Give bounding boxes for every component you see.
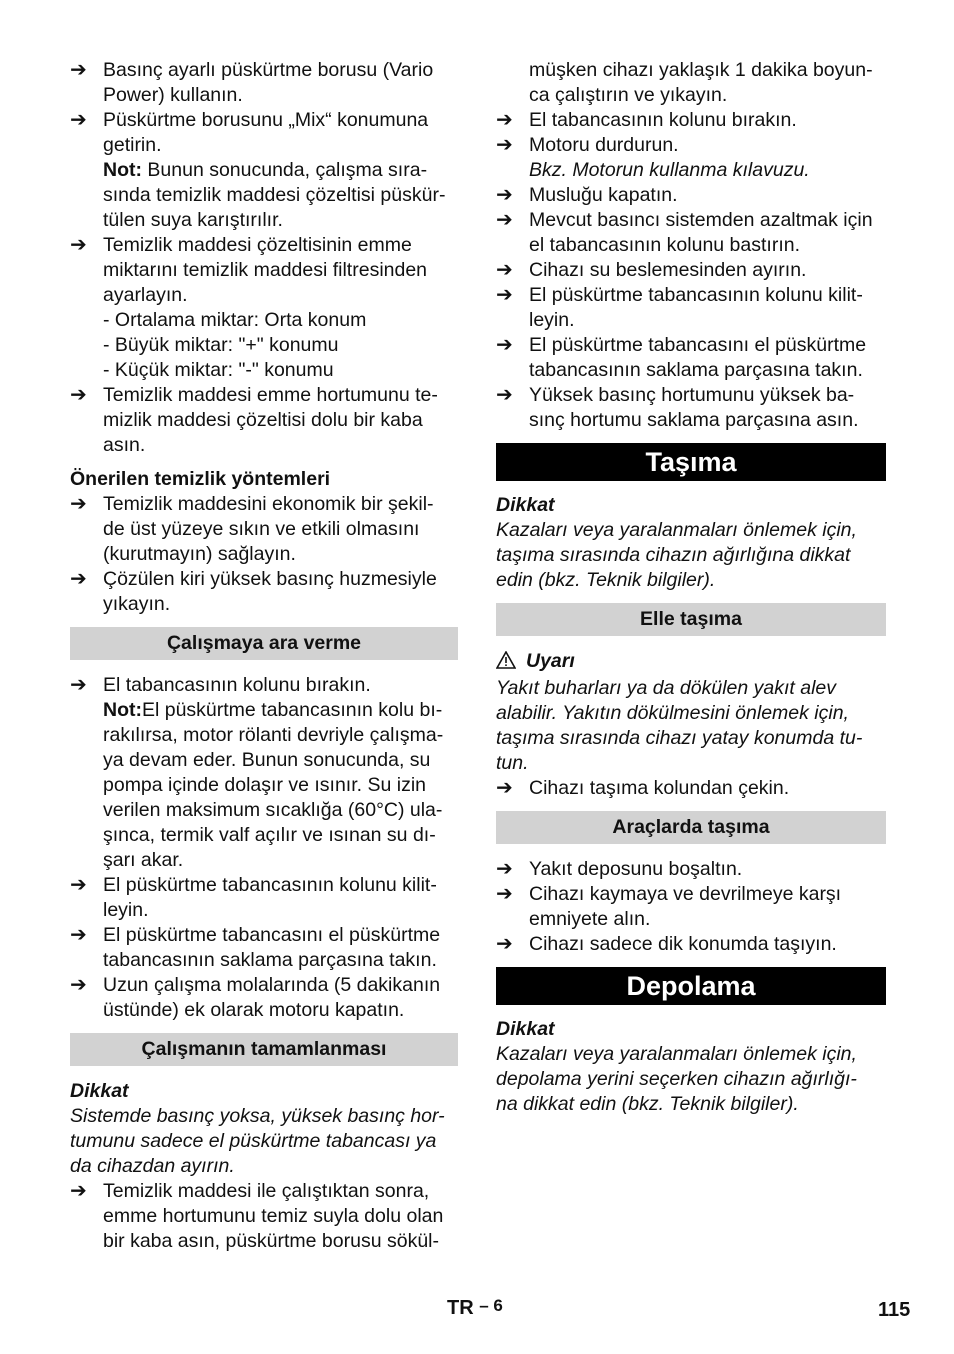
warning-text: Yakıt buharları ya da dökülen yakıt alev alabilir. Yakıtın dökülmesini önlemek için, taşıma sırasında cihazı yatay konumda tu- tun. — [496, 677, 863, 774]
list-item: ➔ Cihazı su beslemesinden ayırın. — [496, 259, 807, 281]
list-item: ➔ Motoru durdurun. — [496, 134, 679, 156]
left-column — [70, 58, 458, 1254]
arrow-right-icon: ➔ — [70, 493, 87, 515]
warning-heading: Uyarı — [496, 649, 886, 676]
arrow-right-icon: ➔ — [496, 209, 513, 231]
note: Not:El püskürtme tabancasının kolu bı- rakılırsa, motor rölanti devriyle çalışma- ya devam eder. Bunun sonucunda, su pompa içinde dolaşır ve ısınır. Su izin verilen maksimum sıcaklığa (60°C) ula- şınca, termik valf açılır ve ısınan su dı- şarı akar. — [103, 699, 444, 871]
list-item: ➔ Yüksek basınç hortumunu yüksek ba- sınç hortumu saklama parçasına asın. — [496, 384, 859, 431]
list-item: ➔ Mevcut basıncı sistemden azaltmak için el tabancasının kolunu bastırın. — [496, 209, 873, 256]
list-item: ➔ Musluğu kapatın. — [496, 184, 678, 206]
caution-text: Kazaları veya yaralanmaları önlemek için, depolama yerini seçerken cihazın ağırlığı- na dikkat edin (bkz. Teknik bilgiler). — [496, 1043, 857, 1115]
arrow-right-icon: ➔ — [70, 234, 87, 256]
list-item: ➔ El püskürtme tabancasını el püskürtme tabancasının saklama parçasına takın. — [496, 334, 867, 381]
caution-heading: Dikkat — [496, 494, 555, 516]
caution-text: Sistemde basınç yoksa, yüksek basınç hor- tumunu sadece el püskürtme tabancası ya da cihazdan ayırın. — [70, 1105, 445, 1177]
arrow-right-icon: ➔ — [70, 59, 87, 81]
list-item-continued: müşken cihazı yaklaşık 1 dakika boyun- ca çalıştırın ve yıkayın. — [529, 59, 873, 106]
footer-section-label: TR – 6 — [447, 1296, 503, 1319]
section-heading-manual: Elle taşıma — [496, 603, 886, 636]
arrow-right-icon: ➔ — [496, 384, 513, 406]
caution-text: Kazaları veya yaralanmaları önlemek için, taşıma sırasında cihazın ağırlığına dikkat edin (bkz. Teknik bilgiler). — [496, 519, 857, 591]
list-item: ➔ Basınç ayarlı püskürtme borusu (Vario Power) kullanın. — [70, 59, 434, 106]
right-column — [496, 58, 886, 1117]
reference-note: Bkz. Motorun kullanma kılavuzu. — [529, 159, 810, 181]
arrow-right-icon: ➔ — [70, 924, 87, 946]
arrow-right-icon: ➔ — [496, 777, 513, 799]
list-item: ➔ Temizlik maddesini ekonomik bir şekil- de üst yüzeye sıkın ve etkili olmasını (kurutmayın) sağlayın. — [70, 493, 434, 565]
arrow-right-icon: ➔ — [496, 858, 513, 880]
option-list: - Ortalama miktar: Orta konum - Büyük miktar: "+" konumu - Küçük miktar: "-" konumu — [103, 309, 367, 381]
arrow-right-icon: ➔ — [496, 184, 513, 206]
list-item: ➔ El tabancasının kolunu bırakın. — [70, 674, 371, 696]
arrow-right-icon: ➔ — [70, 674, 87, 696]
list-item: ➔ Çözülen kiri yüksek basınç huzmesiyle yıkayın. — [70, 568, 437, 615]
list-item: ➔ Yakıt deposunu boşaltın. — [496, 858, 743, 880]
arrow-right-icon: ➔ — [496, 284, 513, 306]
list-item: ➔ Cihazı taşıma kolundan çekin. — [496, 777, 790, 799]
arrow-right-icon: ➔ — [496, 933, 513, 955]
arrow-right-icon: ➔ — [496, 259, 513, 281]
caution-heading: Dikkat — [496, 1018, 555, 1040]
list-item: ➔ Temizlik maddesi çözeltisinin emme miktarını temizlik maddesi filtresinden ayarlayın. — [70, 234, 428, 306]
list-item: ➔ Cihazı sadece dik konumda taşıyın. — [496, 933, 837, 955]
list-item: ➔ El püskürtme tabancasının kolunu kilit- leyin. — [496, 284, 863, 331]
arrow-right-icon: ➔ — [70, 1180, 87, 1202]
arrow-right-icon: ➔ — [70, 384, 87, 406]
chapter-heading-storage: Depolama — [496, 967, 886, 1005]
arrow-right-icon: ➔ — [70, 568, 87, 590]
list-item: ➔ Temizlik maddesi ile çalıştıktan sonra, emme hortumunu temiz suyla dolu olan bir kaba asın, püskürtme borusu sökül- — [70, 1180, 444, 1252]
arrow-right-icon: ➔ — [70, 874, 87, 896]
arrow-right-icon: ➔ — [496, 883, 513, 905]
arrow-right-icon: ➔ — [496, 334, 513, 356]
arrow-right-icon: ➔ — [496, 109, 513, 131]
section-heading-pause: Çalışmaya ara verme — [70, 627, 458, 660]
list-item: ➔ Uzun çalışma molalarında (5 dakikanın üstünde) ek olarak motoru kapatın. — [70, 974, 441, 1021]
arrow-right-icon: ➔ — [496, 134, 513, 156]
list-item: ➔ Püskürtme borusunu „Mix“ konumuna getirin. — [70, 109, 429, 156]
note: Not: Bunun sonucunda, çalışma sıra- sında temizlik maddesi çözeltisi püskür- tülen suya karıştırılır. — [103, 159, 446, 231]
list-item: ➔ El tabancasının kolunu bırakın. — [496, 109, 797, 131]
arrow-right-icon: ➔ — [70, 109, 87, 131]
chapter-heading-transport: Taşıma — [496, 443, 886, 481]
page-number: 115 — [878, 1299, 911, 1321]
section-heading-finish: Çalışmanın tamamlanması — [70, 1033, 458, 1066]
warning-triangle-icon — [496, 651, 516, 676]
list-item: ➔ El püskürtme tabancasını el püskürtme tabancasının saklama parçasına takın. — [70, 924, 441, 971]
list-item: ➔ El püskürtme tabancasının kolunu kilit- leyin. — [70, 874, 437, 921]
list-item: ➔ Cihazı kaymaya ve devrilmeye karşı emniyete alın. — [496, 883, 842, 930]
list-item: ➔ Temizlik maddesi emme hortumunu te- mizlik maddesi çözeltisi dolu bir kaba asın. — [70, 384, 438, 456]
arrow-right-icon: ➔ — [70, 974, 87, 996]
caution-heading: Dikkat — [70, 1080, 129, 1102]
subheading-methods: Önerilen temizlik yöntemleri — [70, 468, 331, 490]
section-heading-vehicle: Araçlarda taşıma — [496, 811, 886, 844]
